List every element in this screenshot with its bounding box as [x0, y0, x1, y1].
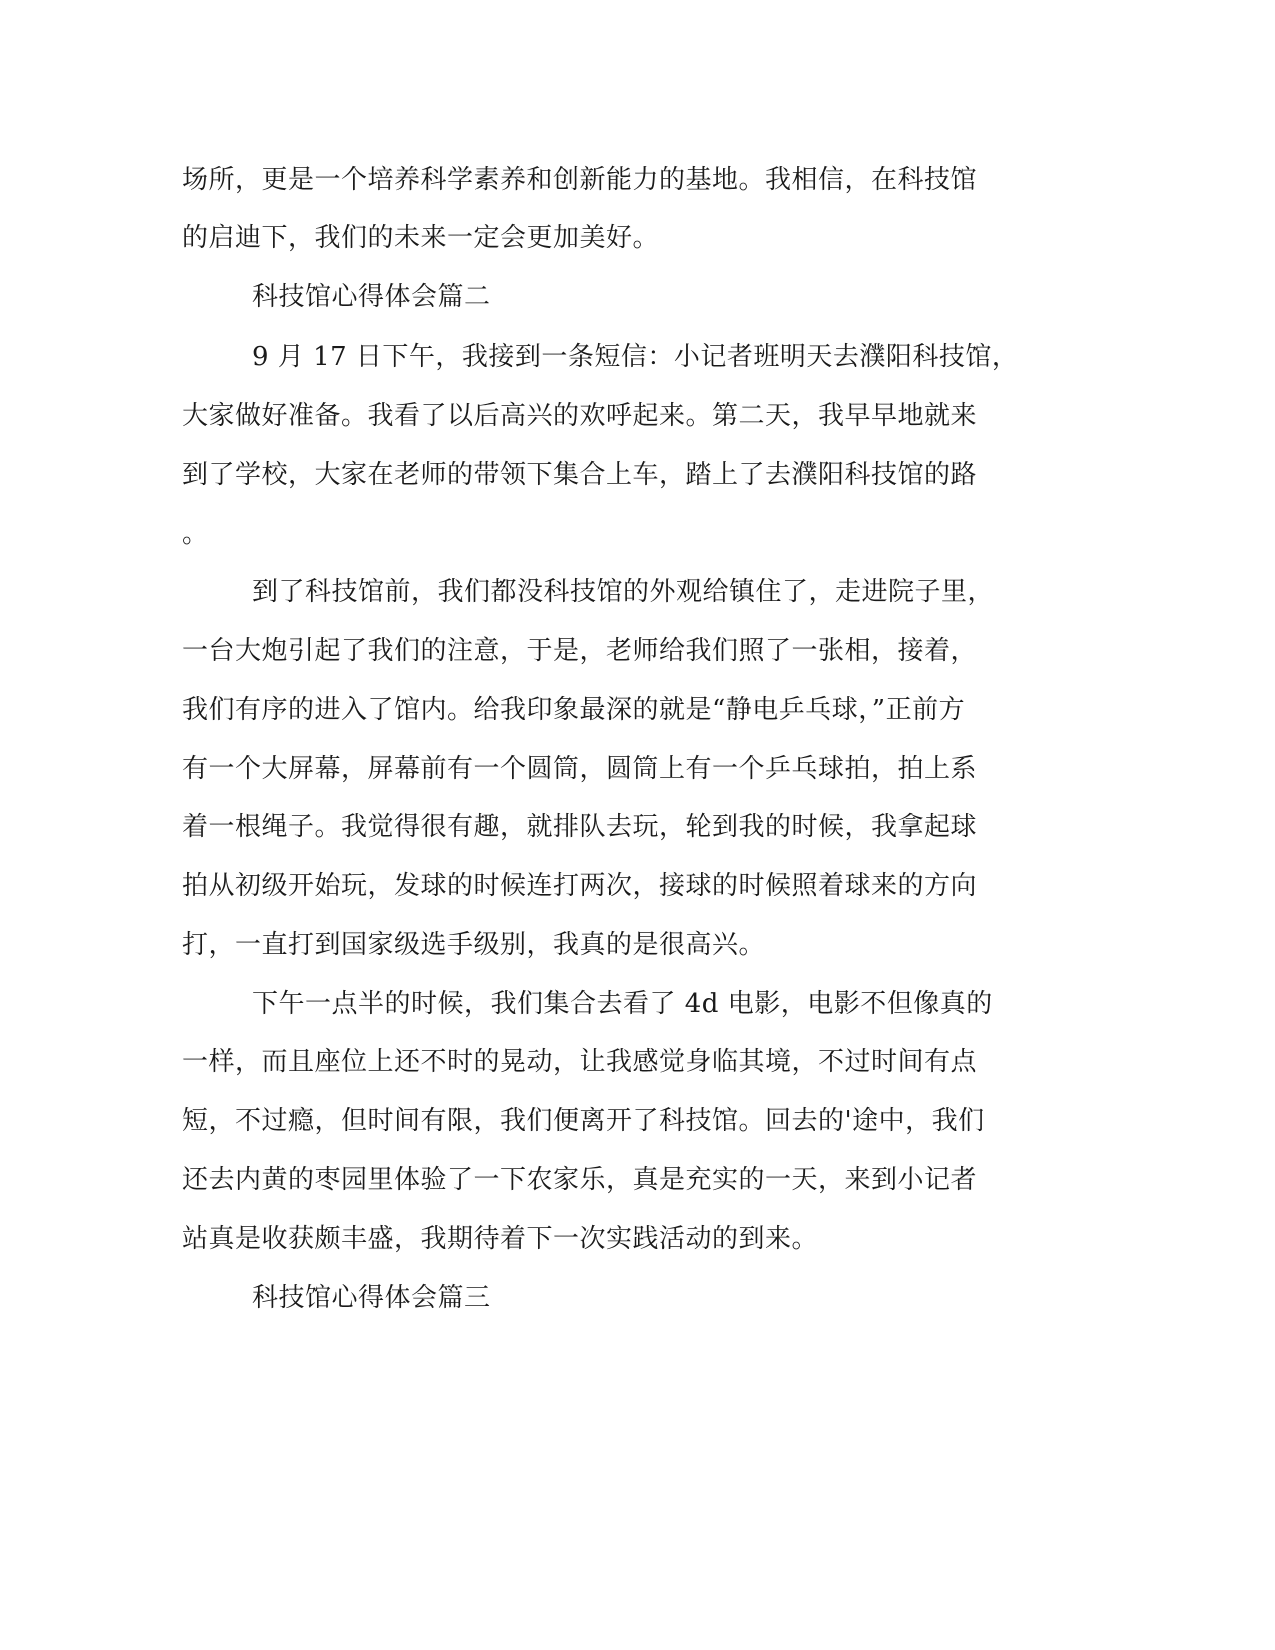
paragraph-line: 下午一点半的时候，我们集合去看了 4d 电影，电影不但像真的: [252, 989, 993, 1019]
section-heading: 科技馆心得体会篇三: [252, 1283, 491, 1313]
paragraph-line: 大家做好准备。我看了以后高兴的欢呼起来。第二天，我早早地就来: [182, 401, 978, 431]
paragraph-line: 着一根绳子。我觉得很有趣，就排队去玩，轮到我的时候，我拿起球: [182, 812, 978, 842]
section-heading: 科技馆心得体会篇二: [252, 282, 491, 312]
paragraph-line: 9 月 17 日下午，我接到一条短信：小记者班明天去濮阳科技馆，: [252, 342, 1019, 372]
paragraph-line: 短，不过瘾，但时间有限，我们便离开了科技馆。回去的'途中，我们: [182, 1106, 985, 1136]
paragraph-line: 站真是收获颇丰盛，我期待着下一次实践活动的到来。: [182, 1224, 819, 1254]
paragraph-line: 拍从初级开始玩，发球的时候连打两次，接球的时候照着球来的方向: [182, 871, 978, 901]
paragraph-line: 到了学校，大家在老师的带领下集合上车，踏上了去濮阳科技馆的路: [182, 460, 978, 490]
paragraph-line: 打，一直打到国家级选手级别，我真的是很高兴。: [182, 930, 766, 960]
paragraph-line: 的启迪下，我们的未来一定会更加美好。: [182, 223, 660, 253]
paragraph-line: 一台大炮引起了我们的注意，于是，老师给我们照了一张相，接着，: [182, 636, 978, 666]
paragraph-line: 还去内黄的枣园里体验了一下农家乐，真是充实的一天，来到小记者: [182, 1165, 978, 1195]
paragraph-line: 。: [182, 519, 209, 549]
paragraph-line: 有一个大屏幕，屏幕前有一个圆筒，圆筒上有一个乒乓球拍，拍上系: [182, 754, 978, 784]
paragraph-line: 到了科技馆前，我们都没科技馆的外观给镇住了，走进院子里，: [252, 577, 995, 607]
paragraph-line: 一样，而且座位上还不时的晃动，让我感觉身临其境，不过时间有点: [182, 1047, 978, 1077]
paragraph-line: 场所，更是一个培养科学素养和创新能力的基地。我相信，在科技馆: [182, 165, 978, 195]
paragraph-line: 我们有序的进入了馆内。给我印象最深的就是“静电乒乓球，”正前方: [182, 695, 966, 725]
